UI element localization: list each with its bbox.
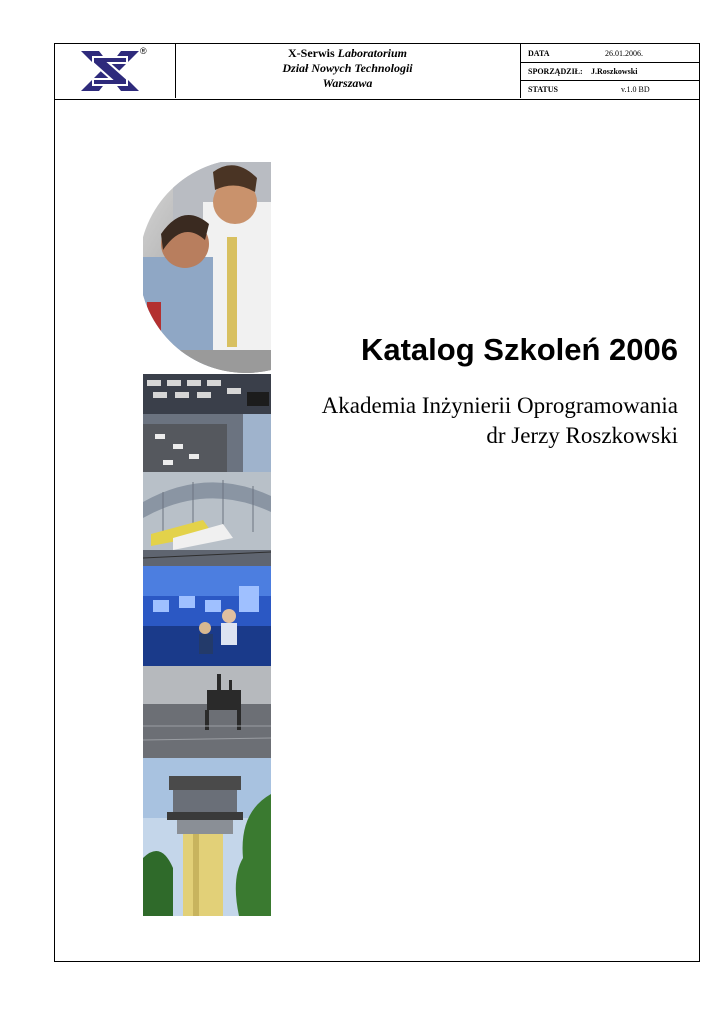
city-name: Warszawa (322, 76, 373, 90)
document-subtitle-author: dr Jerzy Roszkowski (486, 423, 678, 448)
lab-name: Laboratorium (337, 46, 408, 60)
control-room-photo (143, 566, 271, 666)
document-header (55, 44, 699, 100)
registered-mark: ® (140, 46, 147, 56)
offshore-platform-photo (143, 666, 271, 758)
meta-row-date (521, 44, 700, 63)
status-value: v.1.0 BD (621, 85, 650, 94)
x-serwis-logo-icon (79, 49, 141, 93)
meta-row-status (521, 80, 700, 98)
logo-cell (55, 44, 176, 98)
document-title: Katalog Szkoleń 2006 (360, 332, 678, 367)
traffic-jam-photo (143, 374, 271, 472)
control-tower-photo (143, 758, 271, 916)
author-label: SPORZĄDZIŁ: (528, 67, 583, 76)
photo-collage (143, 162, 271, 916)
company-name: X-Serwis (287, 46, 335, 60)
author-value: J.Roszkowski (591, 67, 638, 76)
date-value: 26.01.2006. (605, 49, 643, 58)
header-title-cell (175, 44, 521, 98)
meta-cell (521, 44, 700, 98)
business-meeting-photo (143, 162, 271, 374)
page-frame (54, 43, 700, 962)
train-station-photo (143, 472, 271, 566)
document-subtitle-academy: Akademia Inżynierii Oprogramowania (321, 393, 678, 418)
department-name: Dział Nowych Technologii (282, 61, 413, 75)
status-label: STATUS (528, 85, 558, 94)
date-label: DATA (528, 49, 550, 58)
meta-row-author (521, 62, 700, 81)
